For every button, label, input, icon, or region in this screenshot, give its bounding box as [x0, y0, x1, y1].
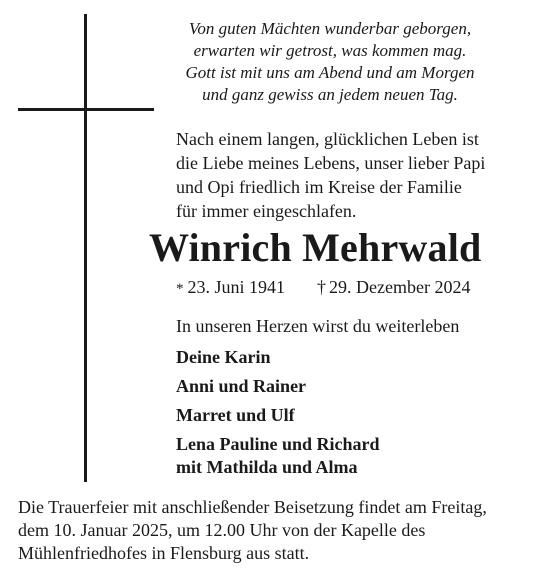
mourner-entry: mit Mathilda und Alma	[176, 457, 358, 477]
birth-star-icon: *	[176, 281, 184, 297]
poem	[160, 18, 500, 106]
poem-line: erwarten wir getrost, was kommen mag.	[193, 41, 467, 60]
mourner-entry: Anni und Rainer	[176, 376, 307, 396]
remembrance-line: In unseren Herzen wirst du weiterleben	[176, 316, 460, 336]
intro-line: für immer eingeschlafen.	[176, 201, 357, 221]
death-cross-icon: †	[317, 277, 326, 297]
birth-date: 23. Juni 1941	[187, 277, 286, 297]
life-dates	[176, 275, 471, 301]
cross-vertical-bar	[84, 14, 87, 482]
mourner-entry: Lena Pauline und Richard	[176, 434, 380, 454]
poem-line: Von guten Mächten wunderbar geborgen,	[188, 19, 472, 38]
funeral-line: dem 10. Januar 2025, um 12.00 Uhr von der Kapelle des	[18, 520, 426, 540]
intro-line: und Opi friedlich im Kreise der Familie	[176, 177, 462, 197]
intro-line: Nach einem langen, glücklichen Leben ist	[176, 129, 479, 149]
death-date: 29. Dezember 2024	[329, 277, 471, 297]
mourner-entry: Marret und Ulf	[176, 405, 295, 425]
funeral-notice	[18, 496, 538, 565]
intro-text	[176, 127, 526, 223]
death-date-group	[317, 275, 470, 299]
intro-line: die Liebe meines Lebens, unser lieber Papi	[176, 153, 486, 173]
cross-horizontal-bar	[18, 108, 154, 111]
poem-line: Gott ist mit uns am Abend und am Morgen	[185, 63, 475, 82]
funeral-line: Die Trauerfeier mit anschließender Beisetzung findet am Freitag,	[18, 497, 487, 517]
mourner-entry: Deine Karin	[176, 347, 271, 367]
mourners-list	[176, 346, 380, 479]
deceased-name: Winrich Mehrwald	[149, 225, 482, 270]
poem-line: und ganz gewiss an jedem neuen Tag.	[202, 85, 458, 104]
funeral-line: Mühlenfriedhofes in Flensburg aus statt.	[18, 543, 310, 563]
